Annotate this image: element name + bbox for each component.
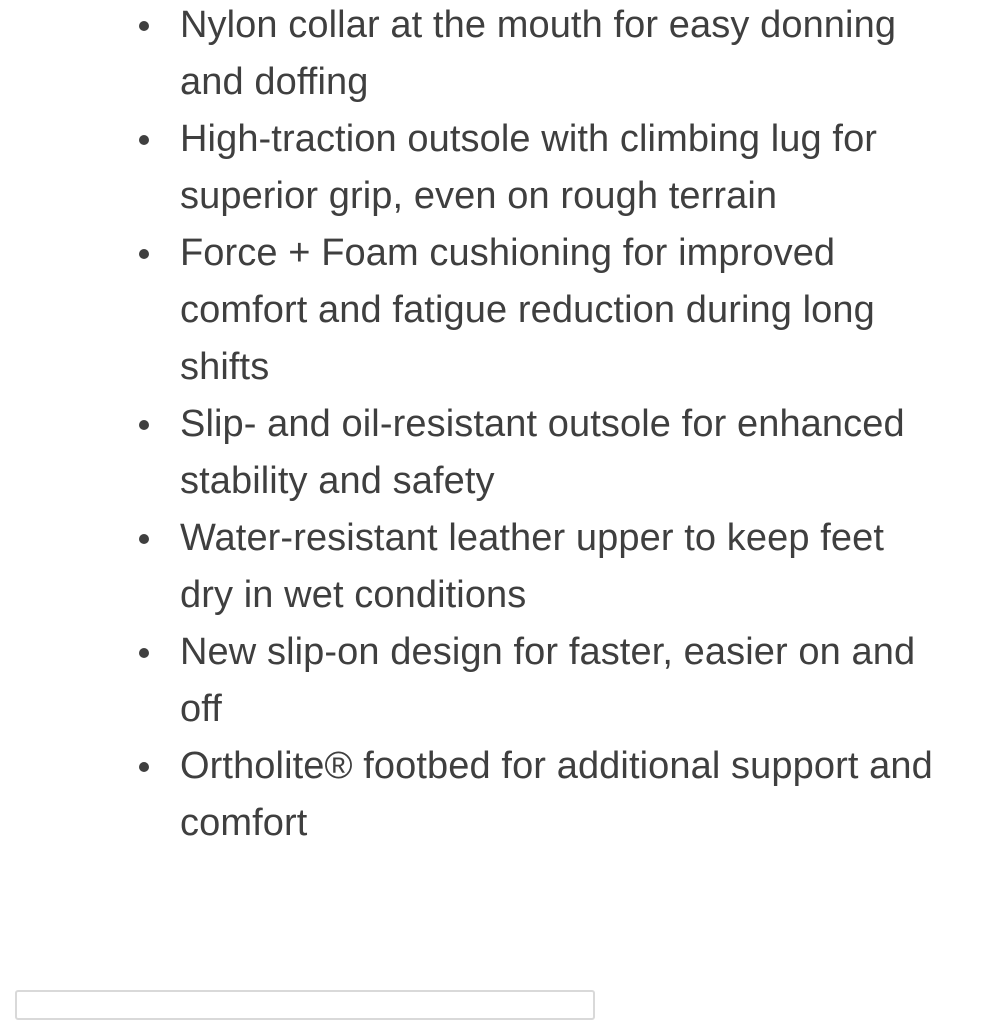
bullet-icon — [139, 21, 149, 31]
list-item — [0, 111, 1000, 225]
feature-text: New slip-on design for faster, easier on and off — [180, 631, 916, 730]
feature-text: Water-resistant leather upper to keep feet dry in wet conditions — [180, 517, 885, 616]
list-item — [0, 225, 1000, 396]
feature-text: Nylon collar at the mouth for easy donning and doffing — [180, 4, 897, 103]
feature-text: Force + Foam cushioning for improved comfort and fatigue reduction during long shifts — [180, 232, 875, 388]
bullet-icon — [139, 762, 149, 772]
list-item — [0, 738, 1000, 852]
feature-text: High-traction outsole with climbing lug for superior grip, even on rough terrain — [180, 118, 878, 217]
bottom-card[interactable] — [15, 990, 595, 1020]
feature-text: Slip- and oil-resistant outsole for enhanced stability and safety — [180, 403, 905, 502]
bullet-icon — [139, 534, 149, 544]
bullet-icon — [139, 135, 149, 145]
bullet-icon — [139, 249, 149, 259]
list-item — [0, 510, 1000, 624]
feature-text: Ortholite® footbed for additional support and comfort — [180, 745, 933, 844]
bullet-icon — [139, 420, 149, 430]
list-item — [0, 396, 1000, 510]
list-item — [0, 0, 1000, 111]
list-item — [0, 624, 1000, 738]
bullet-icon — [139, 648, 149, 658]
